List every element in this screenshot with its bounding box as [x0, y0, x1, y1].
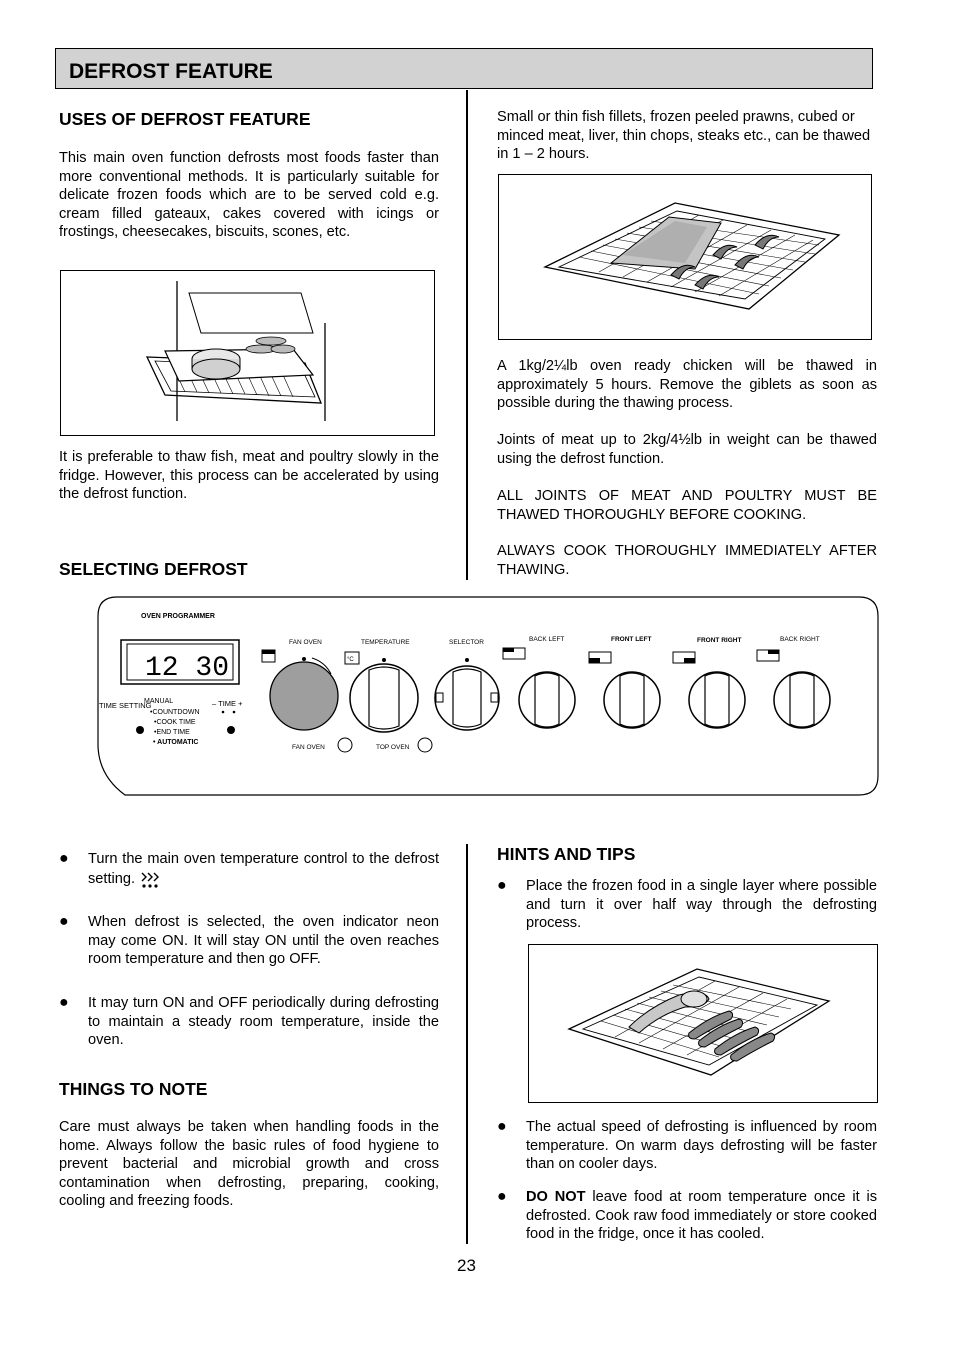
bullet-dot: ● — [59, 913, 69, 930]
hint-bullet-1 — [497, 877, 877, 937]
bullet-dot: ● — [497, 1118, 507, 1135]
uses-heading: USES OF DEFROST FEATURE — [59, 109, 311, 129]
bullet-dot: ● — [497, 1188, 507, 1205]
bullet-item-1 — [59, 850, 439, 890]
hint-text-2: The actual speed of defrosting is influenced by room temperature. On warm days defrosting will be faster than on cooler days. — [526, 1119, 877, 1172]
hint-bullet-3 — [497, 1188, 877, 1248]
time-setting-button — [136, 726, 144, 734]
back-right-label: BACK RIGHT — [780, 636, 820, 643]
back-right-knob — [774, 672, 830, 728]
bullet-text-2: When defrost is selected, the oven indicator neon may come ON. It will stay ON until the oven reaches room temperature and then go OFF. — [88, 914, 439, 967]
fish-tray-illustration — [498, 174, 872, 340]
hint-text-1: Place the frozen food in a single layer where possible and turn it over half way through the defrosting process. — [526, 878, 877, 931]
column-divider-bottom — [466, 844, 468, 1244]
hint-text-3: DO NOT leave food at room temperature once it is defrosted. Cook raw food immediately or store cooked food in the fridge, once it has cooled. — [526, 1189, 877, 1242]
bullet-text-1: Turn the main oven temperature control to the defrost setting. — [88, 850, 439, 889]
front-right-label: FRONT RIGHT — [697, 637, 742, 644]
sausage-tray-illustration — [528, 944, 878, 1103]
bullet-text-3: It may turn ON and OFF periodically during defrosting to maintain a steady room temperature, inside the oven. — [88, 995, 439, 1048]
chicken-paragraph: A 1kg/2¼lb oven ready chicken will be thawed in approximately 5 hours. Remove the giblets as soon as possible during the thawing process. — [497, 358, 877, 411]
thaw-paragraph: It is preferable to thaw fish, meat and poultry slowly in the fridge. However, this process can be accelerated by using the defrost function. — [59, 449, 439, 502]
automatic-label: • AUTOMATIC — [153, 739, 199, 746]
top-oven-neon — [418, 738, 432, 752]
countdown-label: •COUNTDOWN — [150, 709, 200, 716]
page-number: 23 — [457, 1256, 476, 1275]
things-to-note-paragraph: Care must always be taken when handling foods in the home. Always follow the basic rules of food hygiene to prevent bacterial and microbial growth and cross contamination when defrosting, preparing, cooking, cooling and freezing foods. — [59, 1119, 439, 1209]
top-oven-label: TOP OVEN — [376, 744, 410, 751]
defrost-symbol-icon — [139, 869, 161, 889]
time-adjust-button — [227, 726, 235, 734]
bullet-dot: ● — [59, 994, 69, 1011]
fan-oven-neon — [338, 738, 352, 752]
column-divider-top — [466, 90, 468, 580]
end-time-label: •END TIME — [154, 729, 190, 736]
fan-oven-bottom-label: FAN OVEN — [292, 744, 325, 751]
joints-paragraph: Joints of meat up to 2kg/4½lb in weight can be thawed using the defrost function. — [497, 432, 877, 467]
programmer-label: OVEN PROGRAMMER — [141, 613, 215, 620]
selector-label: SELECTOR — [449, 639, 484, 646]
bullet-dot: ● — [497, 877, 507, 894]
temperature-knob — [350, 664, 418, 732]
fan-oven-top-label: FAN OVEN — [289, 639, 322, 646]
control-panel-illustration — [97, 596, 879, 796]
caps-warning-2: ALWAYS COOK THOROUGHLY IMMEDIATELY AFTER THAWING. — [497, 543, 877, 578]
selecting-heading: SELECTING DEFROST — [59, 559, 248, 579]
time-setting-label: TIME SETTING — [99, 701, 152, 710]
uses-paragraph: This main oven function defrosts most foods faster than more conventional methods. It is particularly suitable for delicate frozen foods which are to be served cold e.g. cream filled gateaux, cakes covered with icings or frostings, cheesecakes, biscuits, scones, etc. — [59, 150, 439, 240]
manual-label: MANUAL — [144, 698, 174, 705]
page-title: DEFROST FEATURE — [69, 60, 273, 83]
fan-oven-knob — [270, 662, 338, 730]
do-not-emphasis: DO NOT — [526, 1189, 586, 1205]
svg-text:°C: °C — [347, 657, 354, 663]
fish-paragraph: Small or thin fish fillets, frozen peeled prawns, cubed or minced meat, liver, thin chops, steaks etc., can be thawed in 1 – 2 hours. — [497, 109, 871, 162]
hint-bullet-2 — [497, 1118, 877, 1178]
page-title-bar — [55, 48, 873, 89]
cake-shelf-illustration — [60, 270, 435, 436]
back-left-label: BACK LEFT — [529, 636, 565, 643]
bullet-item-3 — [59, 994, 439, 1054]
temperature-label: TEMPERATURE — [361, 639, 410, 646]
caps-warning-1: ALL JOINTS OF MEAT AND POULTRY MUST BE THAWED THOROUGHLY BEFORE COOKING. — [497, 488, 877, 523]
bullet-item-2 — [59, 913, 439, 973]
things-to-note-heading: THINGS TO NOTE — [59, 1079, 208, 1099]
back-left-knob — [519, 672, 575, 728]
front-left-label: FRONT LEFT — [611, 636, 652, 643]
front-left-knob — [604, 672, 660, 728]
cook-time-label: •COOK TIME — [154, 719, 196, 726]
bullet-dot: ● — [59, 850, 69, 867]
hints-heading: HINTS AND TIPS — [497, 844, 636, 864]
clock-display: 12 30 — [145, 653, 230, 684]
selector-knob — [435, 666, 499, 730]
time-pm-label: – TIME + — [212, 699, 243, 708]
front-right-knob — [689, 672, 745, 728]
